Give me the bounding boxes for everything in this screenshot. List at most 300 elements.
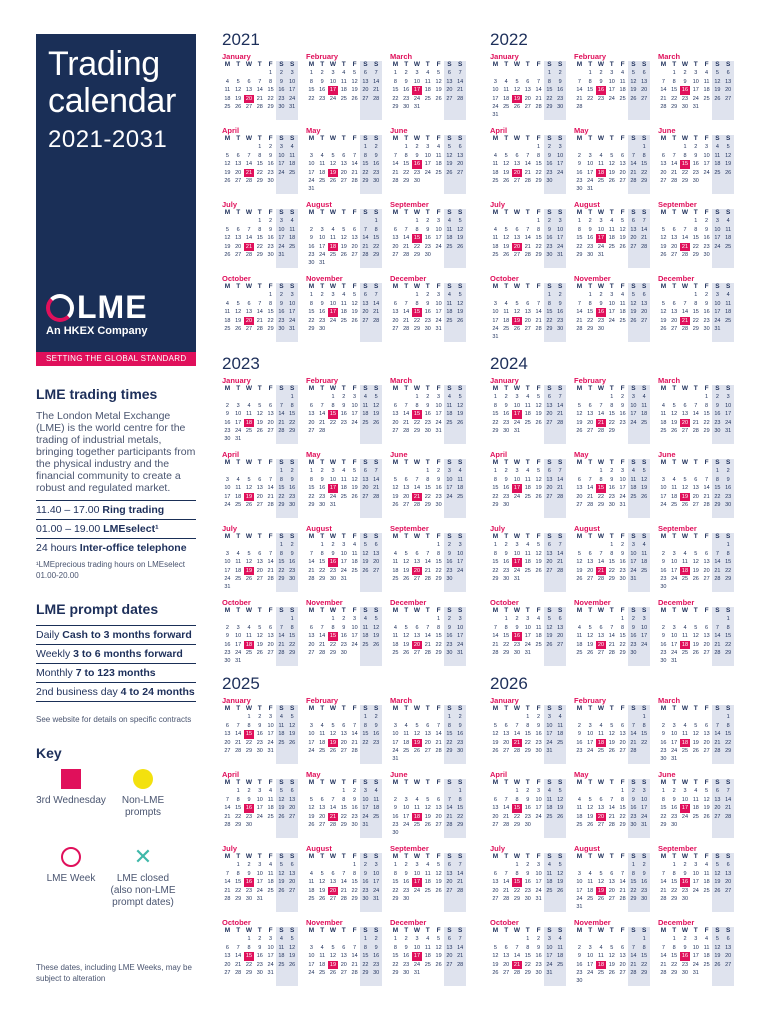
day-cell: 8 <box>537 226 541 233</box>
day-cell: 17 <box>512 410 523 418</box>
day-cell: 14 <box>597 411 605 418</box>
day-cell: 28 <box>267 575 274 582</box>
day-cell: 6 <box>555 615 566 623</box>
day-cell: 29 <box>535 251 542 258</box>
empty-cell <box>617 713 628 721</box>
day-cell: 18 <box>555 730 566 738</box>
day-cell: 17 <box>712 234 723 242</box>
day-cell: 7 <box>247 152 251 159</box>
month-november <box>306 274 382 342</box>
empty-cell <box>360 977 371 985</box>
empty-cell <box>533 333 544 341</box>
day-cell: 25 <box>455 493 466 501</box>
empty-cell <box>244 541 255 549</box>
day-cell: 25 <box>424 961 431 968</box>
weekday-label: T <box>236 209 241 216</box>
month-grid <box>658 135 734 194</box>
weekday-label: M <box>660 283 667 290</box>
empty-cell <box>401 657 412 665</box>
day-cell: 15 <box>692 309 699 316</box>
day-cell: 8 <box>360 944 371 952</box>
weekday-label: M <box>224 283 231 290</box>
day-cell: 12 <box>351 300 358 307</box>
empty-cell <box>390 509 401 517</box>
empty-cell <box>317 333 328 341</box>
day-cell: 4 <box>493 226 497 233</box>
day-cell: 13 <box>576 485 583 492</box>
empty-cell <box>328 217 339 225</box>
empty-cell <box>306 755 317 763</box>
day-cell: 8 <box>515 796 519 803</box>
weekday-label: W <box>681 705 689 712</box>
day-cell: 17 <box>308 169 315 176</box>
empty-cell <box>490 615 501 623</box>
weekday-label: T <box>672 533 677 540</box>
day-cell: 30 <box>403 969 410 976</box>
day-cell: 13 <box>597 805 605 812</box>
day-cell: 20 <box>503 961 510 968</box>
weekday-label: S <box>360 459 371 467</box>
month-grid <box>306 607 382 666</box>
day-cell: 23 <box>712 419 723 427</box>
day-cell: 14 <box>455 870 466 878</box>
empty-cell <box>422 895 433 903</box>
day-cell: 15 <box>703 411 710 418</box>
weekday-label: M <box>224 533 231 540</box>
empty-cell <box>501 903 512 911</box>
day-cell: 13 <box>671 235 678 242</box>
day-cell: 31 <box>267 747 274 754</box>
weekday-label: S <box>628 705 639 713</box>
weekday-label: W <box>413 853 421 860</box>
day-cell: 26 <box>660 325 667 332</box>
month-grid <box>574 779 650 838</box>
day-cell: 28 <box>403 325 410 332</box>
day-cell: 28 <box>351 969 358 976</box>
day-cell: 20 <box>308 641 315 648</box>
day-cell: 19 <box>351 87 358 94</box>
day-cell: 25 <box>628 493 639 501</box>
day-cell: 5 <box>258 624 262 631</box>
empty-cell <box>490 755 501 763</box>
day-cell: 2 <box>544 217 555 225</box>
empty-cell <box>522 575 533 583</box>
weekday-label: M <box>308 779 315 786</box>
empty-cell <box>574 583 585 591</box>
day-cell: 14 <box>712 632 723 640</box>
day-cell: 16 <box>712 410 723 418</box>
day-cell: 26 <box>329 969 337 976</box>
weekday-label: S <box>455 779 466 787</box>
empty-cell <box>628 501 639 509</box>
day-cell: 30 <box>424 427 431 434</box>
day-cell: 10 <box>639 624 650 632</box>
day-cell: 14 <box>671 161 678 168</box>
day-cell: 29 <box>267 325 274 332</box>
day-cell: 22 <box>235 813 242 820</box>
empty-cell <box>254 977 265 985</box>
empty-cell <box>455 657 466 665</box>
day-cell: 12 <box>555 870 566 878</box>
day-cell: 20 <box>628 234 639 242</box>
day-cell: 9 <box>621 402 625 409</box>
empty-cell <box>244 755 255 763</box>
day-cell: 31 <box>513 427 521 434</box>
day-cell: 9 <box>444 624 455 632</box>
empty-cell <box>606 713 617 721</box>
month-name: February <box>574 376 607 385</box>
empty-cell <box>596 103 607 111</box>
month-august <box>306 844 382 912</box>
empty-cell <box>244 333 255 341</box>
day-cell: 29 <box>235 821 242 828</box>
empty-cell <box>371 575 382 583</box>
day-cell: 13 <box>392 235 399 242</box>
day-cell: 20 <box>576 493 583 500</box>
day-cell: 30 <box>267 251 274 258</box>
day-cell: 12 <box>608 731 615 738</box>
empty-cell <box>390 713 401 721</box>
weekday-label: F <box>436 853 441 860</box>
empty-cell <box>639 977 650 985</box>
day-cell: 2 <box>404 862 408 869</box>
weekday-label: W <box>329 135 337 142</box>
day-cell: 30 <box>371 969 382 977</box>
empty-cell <box>690 977 701 985</box>
day-cell: 2 <box>426 292 430 299</box>
month-grid <box>574 135 650 194</box>
day-cell: 29 <box>639 969 650 977</box>
empty-cell <box>628 657 639 665</box>
day-cell: 24 <box>671 747 678 754</box>
day-cell: 9 <box>320 476 324 483</box>
day-cell: 26 <box>619 243 626 250</box>
day-cell: 21 <box>628 961 639 969</box>
empty-cell <box>254 69 265 77</box>
day-cell: 6 <box>639 291 650 299</box>
day-cell: 11 <box>492 161 499 168</box>
day-cell: 12 <box>712 78 723 86</box>
day-cell: 11 <box>319 161 326 168</box>
weekday-label: T <box>504 385 509 392</box>
day-cell: 7 <box>712 550 723 558</box>
weekday-label: T <box>257 135 262 142</box>
day-cell: 2 <box>544 143 555 151</box>
day-cell: 31 <box>413 103 421 110</box>
day-cell: 27 <box>245 325 253 332</box>
day-cell: 4 <box>320 722 324 729</box>
day-cell: 19 <box>235 95 242 102</box>
empty-cell <box>306 143 317 151</box>
month-may <box>574 770 650 838</box>
day-cell: 3 <box>225 476 229 483</box>
weekday-label: F <box>536 61 541 68</box>
day-cell: 21 <box>712 567 723 575</box>
day-cell: 18 <box>371 804 382 812</box>
day-cell: 2 <box>444 541 455 549</box>
empty-cell <box>712 977 723 985</box>
empty-cell <box>628 143 639 151</box>
day-cell: 13 <box>329 879 337 886</box>
day-cell: 18 <box>340 87 347 94</box>
day-cell: 13 <box>587 411 594 418</box>
day-cell: 22 <box>492 493 499 500</box>
day-cell: 27 <box>224 747 231 754</box>
day-cell: 23 <box>319 317 326 324</box>
empty-cell <box>490 291 501 299</box>
day-cell: 2 <box>628 615 639 623</box>
weekday-label: M <box>224 135 231 142</box>
weekday-label: W <box>681 61 689 68</box>
day-cell: 11 <box>682 633 688 640</box>
empty-cell <box>433 333 444 341</box>
empty-cell <box>412 829 423 837</box>
red-ring-icon <box>61 847 81 867</box>
day-cell: 17 <box>680 804 691 812</box>
empty-cell <box>244 467 255 475</box>
day-cell: 9 <box>526 796 530 803</box>
day-cell: 30 <box>660 658 667 665</box>
empty-cell <box>433 787 444 795</box>
weekday-label: T <box>404 283 409 290</box>
weekday-label: W <box>329 853 337 860</box>
day-cell: 3 <box>555 143 566 151</box>
day-cell: 26 <box>503 177 510 184</box>
weekday-label: T <box>425 927 430 934</box>
day-cell: 15 <box>371 234 382 242</box>
day-cell: 19 <box>224 243 231 250</box>
month-name: June <box>390 126 408 135</box>
empty-cell <box>574 861 585 869</box>
day-cell: 19 <box>371 632 382 640</box>
weekday-label: M <box>308 61 315 68</box>
day-cell: 6 <box>526 78 530 85</box>
day-cell: 9 <box>371 152 382 160</box>
day-cell: 3 <box>610 70 614 77</box>
day-cell: 10 <box>544 944 555 952</box>
day-cell: 23 <box>319 95 326 102</box>
day-cell: 10 <box>555 152 566 160</box>
empty-cell <box>628 903 639 911</box>
day-cell: 22 <box>587 95 594 102</box>
empty-cell <box>222 291 233 299</box>
empty-cell <box>233 185 244 193</box>
day-cell: 13 <box>340 731 347 738</box>
day-cell: 24 <box>608 95 615 102</box>
day-cell: 4 <box>276 713 287 721</box>
weekday-label: W <box>513 927 521 934</box>
day-cell: 14 <box>245 235 253 242</box>
month-grid <box>222 385 298 444</box>
day-cell: 18 <box>576 641 583 648</box>
empty-cell <box>555 509 566 517</box>
day-cell: 11 <box>723 300 734 308</box>
day-cell: 19 <box>680 493 691 501</box>
empty-cell <box>287 969 298 977</box>
empty-cell <box>555 177 566 185</box>
day-cell: 17 <box>596 234 607 242</box>
day-cell: 6 <box>599 624 603 631</box>
day-cell: 27 <box>524 325 531 332</box>
empty-cell <box>606 755 617 763</box>
day-cell: 8 <box>672 78 676 85</box>
empty-cell <box>585 713 596 721</box>
month-grid <box>390 459 466 518</box>
day-cell: 9 <box>247 796 251 803</box>
month-july <box>222 844 298 912</box>
day-cell: 5 <box>555 861 566 869</box>
day-cell: 6 <box>661 152 665 159</box>
day-cell: 13 <box>639 78 650 86</box>
weekday-label: W <box>413 283 421 290</box>
day-cell: 13 <box>224 953 231 960</box>
day-cell: 9 <box>342 624 346 631</box>
day-cell: 19 <box>692 739 699 746</box>
day-cell: 23 <box>524 887 531 894</box>
day-cell: 18 <box>524 485 531 492</box>
day-cell: 27 <box>503 969 510 976</box>
empty-cell <box>669 143 680 151</box>
empty-cell <box>596 861 607 869</box>
day-cell: 13 <box>351 235 358 242</box>
day-cell: 4 <box>628 467 639 475</box>
empty-cell <box>617 755 628 763</box>
day-cell: 23 <box>224 649 231 656</box>
month-june <box>658 126 734 194</box>
day-cell: 21 <box>424 567 431 574</box>
empty-cell <box>606 435 617 443</box>
day-cell: 24 <box>413 887 421 894</box>
day-cell: 17 <box>267 731 274 738</box>
day-cell: 16 <box>319 309 326 316</box>
day-cell: 9 <box>342 402 346 409</box>
day-cell: 26 <box>608 969 615 976</box>
day-cell: 10 <box>319 235 326 242</box>
day-cell: 4 <box>661 402 665 409</box>
day-cell: 13 <box>503 953 510 960</box>
day-cell: 26 <box>435 887 442 894</box>
day-cell: 28 <box>555 567 566 575</box>
day-cell: 24 <box>660 501 667 508</box>
empty-cell <box>455 333 466 341</box>
weekday-label: W <box>245 385 253 392</box>
day-cell: 11 <box>267 796 274 803</box>
day-cell: 28 <box>267 501 274 508</box>
day-cell: 20 <box>671 317 678 324</box>
day-cell: 15 <box>256 235 263 242</box>
month-grid <box>390 853 466 912</box>
day-cell: 26 <box>555 813 566 821</box>
weekday-label: T <box>341 705 346 712</box>
empty-cell <box>433 185 444 193</box>
day-cell: 22 <box>535 169 542 176</box>
day-cell: 29 <box>340 821 347 828</box>
day-cell: 7 <box>537 78 541 85</box>
empty-cell <box>639 575 650 583</box>
day-cell: 5 <box>437 936 441 943</box>
weekday-label: S <box>287 705 298 713</box>
empty-cell <box>317 903 328 911</box>
weekday-label: S <box>723 607 734 615</box>
day-cell: 22 <box>413 419 421 426</box>
empty-cell <box>628 103 639 111</box>
day-cell: 16 <box>371 730 382 738</box>
day-cell: 24 <box>319 251 326 258</box>
day-cell: 10 <box>544 722 555 730</box>
empty-cell <box>490 143 501 151</box>
day-cell: 1 <box>353 862 357 869</box>
day-cell: 22 <box>455 813 466 821</box>
weekday-label: S <box>628 209 639 217</box>
day-cell: 20 <box>267 641 274 648</box>
empty-cell <box>233 977 244 985</box>
weekday-label: W <box>513 385 521 392</box>
empty-cell <box>585 435 596 443</box>
day-cell: 29 <box>703 427 710 434</box>
day-cell: 3 <box>672 722 676 729</box>
day-cell: 23 <box>403 95 410 102</box>
day-cell: 26 <box>544 641 555 649</box>
day-cell: 24 <box>308 177 315 184</box>
weekday-label: S <box>712 135 723 143</box>
empty-cell <box>444 895 455 903</box>
day-cell: 8 <box>661 796 665 803</box>
empty-cell <box>639 501 650 509</box>
day-cell: 5 <box>247 476 251 483</box>
weekday-label: S <box>723 705 734 713</box>
day-cell: 23 <box>329 567 337 574</box>
day-cell: 15 <box>608 411 615 418</box>
day-cell: 15 <box>276 558 287 566</box>
day-cell: 29 <box>503 649 510 656</box>
day-cell: 14 <box>340 879 347 886</box>
title-panel <box>36 34 196 366</box>
empty-cell <box>360 903 371 911</box>
empty-cell <box>390 583 401 591</box>
month-november <box>574 918 650 986</box>
weekday-label: F <box>268 209 273 216</box>
day-cell: 9 <box>269 226 273 233</box>
day-cell: 6 <box>320 796 324 803</box>
weekday-label: F <box>704 853 709 860</box>
day-cell: 14 <box>351 953 358 960</box>
day-cell: 7 <box>555 541 566 549</box>
day-cell: 20 <box>723 86 734 94</box>
weekday-label: S <box>276 61 287 69</box>
day-cell: 20 <box>360 86 371 94</box>
day-cell: 6 <box>515 152 519 159</box>
day-cell: 3 <box>437 292 441 299</box>
empty-cell <box>444 185 455 193</box>
day-cell: 28 <box>712 747 723 755</box>
day-cell: 1 <box>515 788 519 795</box>
day-cell: 28 <box>535 325 542 332</box>
day-cell: 16 <box>671 805 678 812</box>
empty-cell <box>422 435 433 443</box>
empty-cell <box>723 333 734 341</box>
day-cell: 27 <box>424 747 431 754</box>
day-cell: 8 <box>577 226 581 233</box>
day-cell: 28 <box>455 95 466 103</box>
day-cell: 30 <box>619 575 626 582</box>
day-cell: 11 <box>544 796 555 804</box>
day-cell: 12 <box>692 633 699 640</box>
day-cell: 7 <box>269 476 273 483</box>
empty-cell <box>701 895 712 903</box>
day-cell: 4 <box>683 624 687 631</box>
month-grid <box>658 607 734 666</box>
day-cell: 8 <box>526 944 530 951</box>
